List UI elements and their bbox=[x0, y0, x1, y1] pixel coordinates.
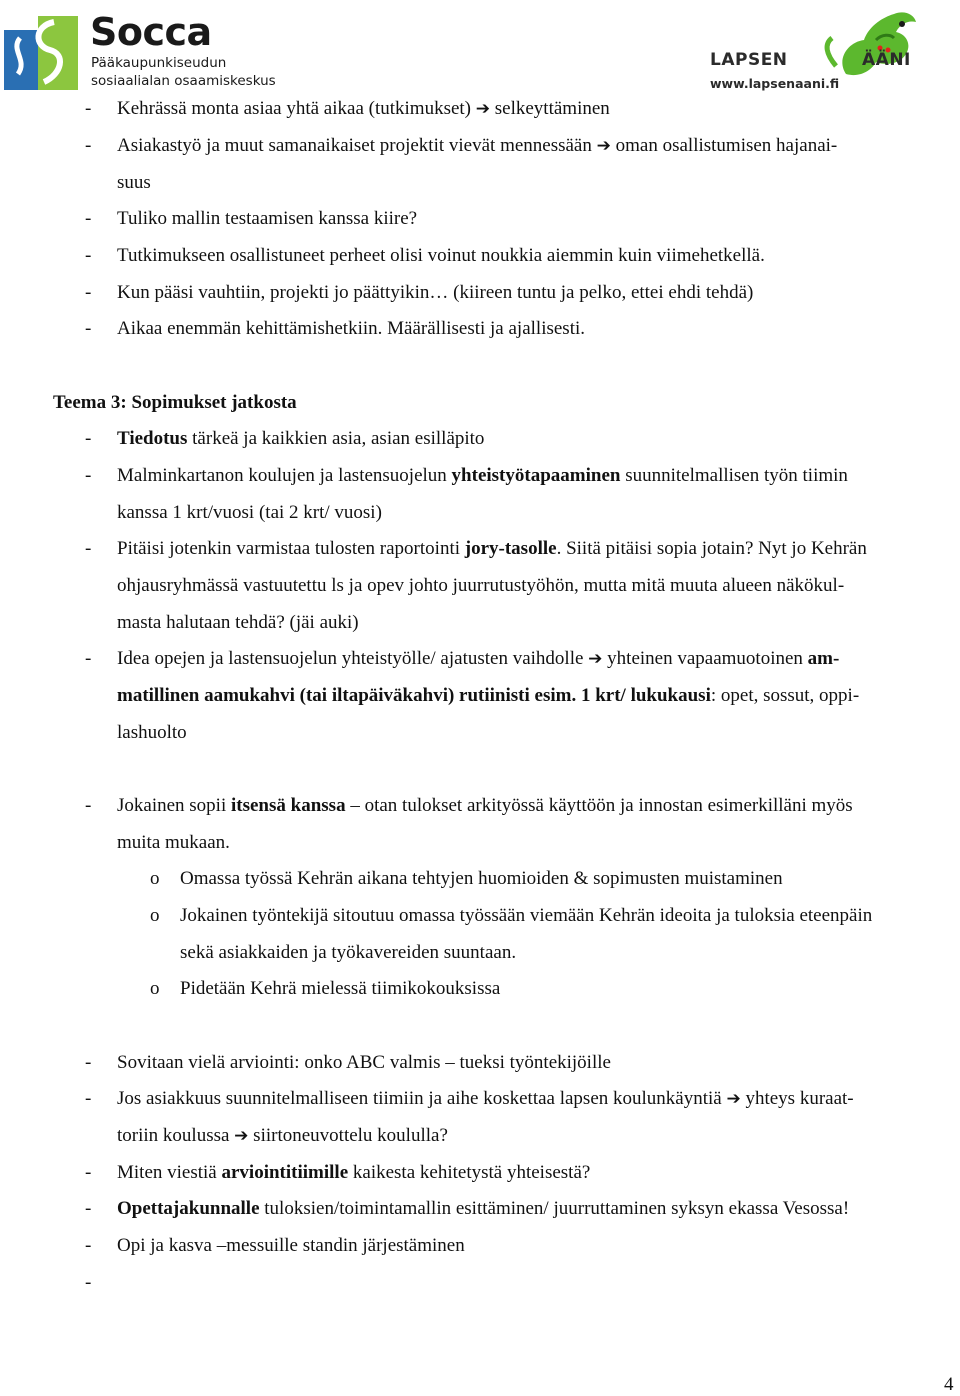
list-text: . Siitä pitäisi sopia jotain? Nyt jo Kehrän bbox=[556, 538, 867, 559]
list-text: Tuliko mallin testaamisen kanssa kiire? bbox=[117, 208, 418, 229]
list-dash: - bbox=[85, 98, 92, 119]
list-text: toriin koulussa bbox=[117, 1125, 230, 1146]
list-dash: - bbox=[85, 428, 92, 449]
list-dash: - bbox=[85, 282, 92, 303]
list-text: Opi ja kasva –messuille standin järjestäminen bbox=[117, 1235, 465, 1256]
list-text: tuloksien/toimintamallin esittäminen/ juurruttaminen syksyn ekassa Vesossa! bbox=[259, 1198, 850, 1219]
list-text: lashuolto bbox=[117, 722, 187, 743]
bold-text: Tiedotus bbox=[117, 428, 188, 449]
bold-text: jory-tasolle bbox=[464, 538, 557, 559]
sub-bullet: o bbox=[150, 905, 160, 926]
list-text: Kun pääsi vauhtiin, projekti jo päättyikin… (kiireen tuntu ja pelko, ettei ehdi tehdä) bbox=[117, 282, 754, 303]
lapsen-word: LAPSEN bbox=[710, 50, 788, 70]
list-text: Aikaa enemmän kehittämishetkiin. Määrällisesti ja ajallisesti. bbox=[117, 318, 586, 339]
lapsen-aani-logo bbox=[706, 4, 922, 94]
sub-list-text: Pidetään Kehrä mielessä tiimikokouksissa bbox=[180, 978, 501, 999]
socca-subtitle-line2: sosiaalialan osaamiskeskus bbox=[91, 73, 276, 89]
list-text: kaikesta kehitetystä yhteisestä? bbox=[348, 1162, 591, 1183]
list-text: selkeyttäminen bbox=[494, 98, 610, 119]
list-dash: - bbox=[85, 1235, 92, 1256]
list-dash: - bbox=[85, 318, 92, 339]
list-text: Miten viestiä bbox=[117, 1162, 222, 1183]
list-dash: - bbox=[85, 1198, 92, 1219]
list-dash: - bbox=[85, 1088, 92, 1109]
frog-mascot-icon bbox=[776, 4, 926, 84]
page-number: 4 bbox=[944, 1374, 954, 1395]
list-text: suunnitelmallisen työn tiimin bbox=[620, 465, 848, 486]
bold-text: arviointitiimille bbox=[221, 1162, 349, 1183]
list-text: ohjausryhmässä vastuutettu ls ja opev johto juurrutustyöhön, mutta mitä muuta alueen näkökul- bbox=[117, 575, 845, 596]
list-text: oman osallistumisen hajanai- bbox=[615, 135, 838, 156]
sub-bullet: o bbox=[150, 868, 160, 889]
bold-text: Opettajakunnalle bbox=[117, 1198, 260, 1219]
socca-subtitle-line1: Pääkaupunkiseudun bbox=[91, 55, 227, 71]
list-text: Sovitaan vielä arviointi: onko ABC valmis – tueksi työntekijöille bbox=[117, 1052, 611, 1073]
arrow-right-icon: ➔ bbox=[588, 649, 603, 669]
list-dash: - bbox=[85, 135, 92, 156]
list-text: Asiakastyö ja muut samanaikaiset projektit vievät mennessään bbox=[117, 135, 592, 156]
list-text: muita mukaan. bbox=[117, 832, 230, 853]
sub-list-text: sekä asiakkaiden ja työkavereiden suuntaan. bbox=[180, 942, 517, 963]
list-text: Pitäisi jotenkin varmistaa tulosten raportointi bbox=[117, 538, 465, 559]
list-text: suus bbox=[117, 172, 151, 193]
list-dash: - bbox=[85, 795, 92, 816]
bold-text: am- bbox=[807, 648, 840, 669]
socca-name: Socca bbox=[90, 10, 212, 54]
list-text: Kehrässä monta asiaa yhtä aikaa (tutkimukset) bbox=[117, 98, 472, 119]
list-text: siirtoneuvottelu koululla? bbox=[253, 1125, 448, 1146]
aani-word: ÄÄNI bbox=[862, 50, 911, 70]
list-text: Jos asiakkuus suunnitelmalliseen tiimiin ja aihe koskettaa lapsen koulunkäyntiä bbox=[117, 1088, 722, 1109]
list-text: tärkeä ja kaikkien asia, asian esilläpito bbox=[187, 428, 485, 449]
list-text: yhteys kuraat- bbox=[745, 1088, 854, 1109]
arrow-right-icon: ➔ bbox=[596, 136, 611, 156]
socca-logo bbox=[4, 12, 274, 90]
sub-list-text: Omassa työssä Kehrän aikana tehtyjen huomioiden & sopimusten muistaminen bbox=[180, 868, 783, 889]
list-dash: - bbox=[85, 538, 92, 559]
list-text: Idea opejen ja lastensuojelun yhteistyölle/ ajatusten vaihdolle bbox=[117, 648, 584, 669]
bold-text: matillinen aamukahvi (tai iltapäiväkahvi) rutiinisti esim. 1 krt/ lukukausi bbox=[117, 685, 711, 706]
list-text: yhteinen vapaamuotoinen bbox=[607, 648, 808, 669]
socca-logo-mark-icon bbox=[4, 16, 78, 90]
bold-text: itsensä kanssa bbox=[231, 795, 346, 816]
list-text: masta halutaan tehdä? (jäi auki) bbox=[117, 612, 359, 633]
list-dash: - bbox=[85, 648, 92, 669]
list-text: : opet, sossut, oppi- bbox=[710, 685, 860, 706]
list-text: Jokainen sopii bbox=[117, 795, 231, 816]
arrow-right-icon: ➔ bbox=[475, 99, 491, 119]
list-text: kanssa 1 krt/vuosi (tai 2 krt/ vuosi) bbox=[117, 502, 382, 523]
lapsen-aani-url: www.lapsenaani.fi bbox=[710, 76, 840, 91]
sub-list-text: Jokainen työntekijä sitoutuu omassa työssään viemään Kehrän ideoita ja tuloksia eteenpäin bbox=[180, 905, 873, 926]
section-heading: Teema 3: Sopimukset jatkosta bbox=[53, 392, 297, 413]
list-dash: - bbox=[85, 1162, 92, 1183]
list-text: – otan tulokset arkityössä käyttöön ja innostan esimerkilläni myös bbox=[345, 795, 853, 816]
list-dash: - bbox=[85, 245, 92, 266]
arrow-right-icon: ➔ bbox=[726, 1089, 741, 1109]
list-dash: - bbox=[85, 208, 92, 229]
arrow-right-icon: ➔ bbox=[234, 1126, 249, 1146]
bold-text: yhteistyötapaaminen bbox=[451, 465, 621, 486]
sub-bullet: o bbox=[150, 978, 160, 999]
list-dash: - bbox=[85, 465, 92, 486]
list-text: Tutkimukseen osallistuneet perheet olisi voinut noukkia aiemmin kuin viimehetkellä. bbox=[117, 245, 765, 266]
list-dash: - bbox=[85, 1272, 92, 1293]
list-text: Malminkartanon koulujen ja lastensuojelun bbox=[117, 465, 452, 486]
list-dash: - bbox=[85, 1052, 92, 1073]
